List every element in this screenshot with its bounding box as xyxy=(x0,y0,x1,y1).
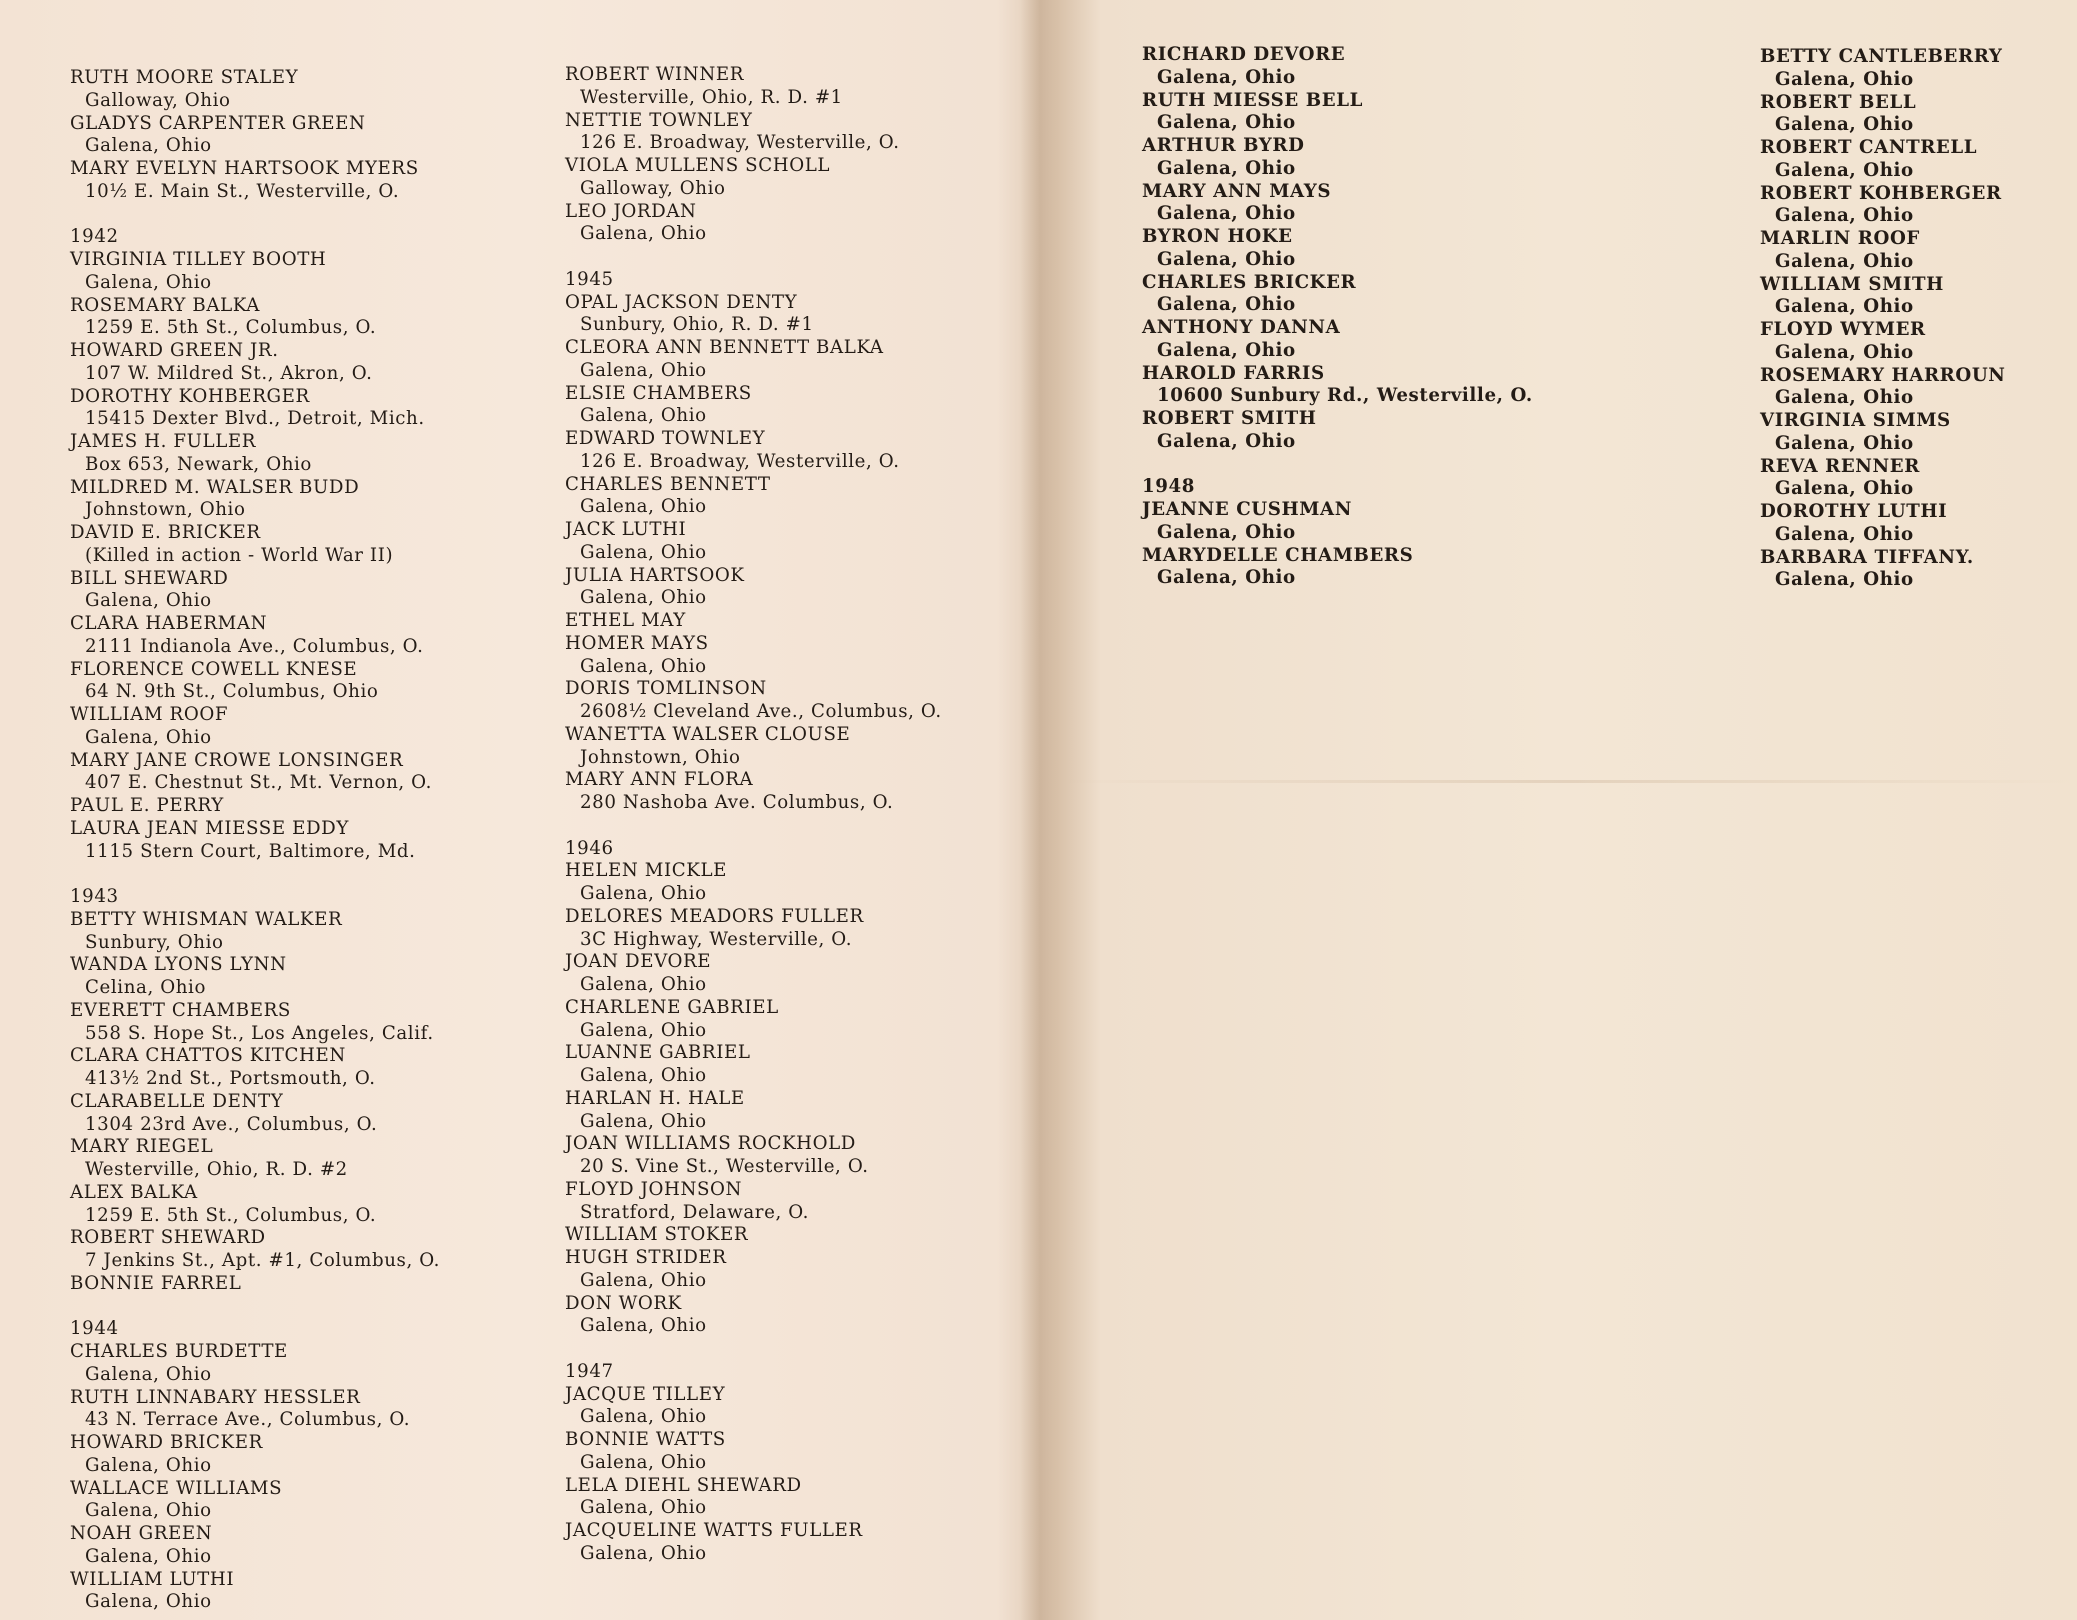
alumni-address: Galena, Ohio xyxy=(580,1269,707,1291)
alumni-name: EVERETT CHAMBERS xyxy=(70,999,291,1021)
alumni-name: VIRGINIA SIMMS xyxy=(1760,410,1951,431)
alumni-name: CHARLES BURDETTE xyxy=(70,1341,288,1362)
alumni-name: RUTH LINNABARY HESSLER xyxy=(70,1386,361,1408)
alumni-address: 20 S. Vine St., Westerville, O. xyxy=(580,1156,869,1177)
alumni-name: MARY RIEGEL xyxy=(70,1136,214,1158)
class-year-heading: 1946 xyxy=(565,837,614,859)
alumni-entry xyxy=(1760,228,2077,274)
alumni-address: 413½ 2nd St., Portsmouth, O. xyxy=(85,1068,376,1089)
alumni-entry xyxy=(70,750,510,796)
alumni-entry xyxy=(1142,545,1582,591)
alumni-name: FLORENCE COWELL KNESE xyxy=(70,658,358,680)
alumni-address: 2608½ Cleveland Ave., Columbus, O. xyxy=(580,701,942,722)
alumni-entry xyxy=(565,906,1005,952)
alumni-entry xyxy=(70,795,510,818)
alumni-address: Galena, Ohio xyxy=(580,1542,707,1564)
alumni-address: Galena, Ohio xyxy=(1775,296,1914,318)
alumni-entry xyxy=(565,678,1005,724)
alumni-name: CLEORA ANN BENNETT BALKA xyxy=(565,337,884,358)
paper-fold xyxy=(1060,780,2077,783)
alumni-entry xyxy=(70,386,510,432)
alumni-address: Galena, Ohio xyxy=(1157,248,1296,270)
alumni-address: Galena, Ohio xyxy=(85,590,212,612)
alumni-entry xyxy=(565,951,1005,997)
alumni-name: JULIA HARTSOOK xyxy=(565,564,745,586)
alumni-name: ELSIE CHAMBERS xyxy=(565,382,752,404)
class-year-heading: 1948 xyxy=(1142,476,1196,498)
alumni-address: Galena, Ohio xyxy=(1775,250,1914,272)
alumni-name: JAMES H. FULLER xyxy=(70,431,257,452)
alumni-name: LEO JORDAN xyxy=(565,200,697,222)
alumni-name: JEANNE CUSHMAN xyxy=(1142,499,1352,520)
alumni-name: DORIS TOMLINSON xyxy=(565,678,767,700)
alumni-entry xyxy=(70,1341,510,1387)
alumni-name: OPAL JACKSON DENTY xyxy=(565,291,798,313)
alumni-address: Galena, Ohio xyxy=(1157,294,1296,316)
alumni-name: CLARA HABERMAN xyxy=(70,613,268,634)
alumni-address: 2111 Indianola Ave., Columbus, O. xyxy=(85,635,424,657)
class-year-heading: 1947 xyxy=(565,1360,614,1382)
alumni-name: BYRON HOKE xyxy=(1142,226,1293,247)
alumni-entry xyxy=(70,1432,510,1478)
alumni-entry xyxy=(565,428,1005,474)
alumni-name: RUTH MIESSE BELL xyxy=(1142,89,1364,111)
alumni-address: Galena, Ohio xyxy=(1775,114,1914,136)
alumni-entry xyxy=(70,158,510,204)
alumni-name: WANDA LYONS LYNN xyxy=(70,954,287,976)
alumni-entry xyxy=(70,568,510,614)
alumni-name: HARLAN H. HALE xyxy=(565,1087,745,1109)
alumni-entry xyxy=(70,1273,510,1296)
alumni-entry xyxy=(565,519,1005,565)
alumni-address: 15415 Dexter Blvd., Detroit, Mich. xyxy=(85,408,425,430)
alumni-address: Galena, Ohio xyxy=(580,1065,707,1086)
alumni-name: JACQUE TILLEY xyxy=(565,1383,726,1405)
alumni-entry xyxy=(565,64,1005,110)
alumni-name: DOROTHY LUTHI xyxy=(1760,501,1948,522)
alumni-address: (Killed in action - World War II) xyxy=(85,544,394,566)
alumni-entry xyxy=(1142,499,1582,545)
alumni-name: RICHARD DEVORE xyxy=(1142,44,1346,65)
alumni-address: Galena, Ohio xyxy=(580,1315,707,1337)
alumni-entry xyxy=(1760,410,2077,456)
alumni-address: Galena, Ohio xyxy=(1157,66,1296,88)
alumni-name: PAUL E. PERRY xyxy=(70,795,224,816)
alumni-name: MARY ANN MAYS xyxy=(1142,180,1332,202)
alumni-entry xyxy=(1760,92,2077,138)
alumni-entry xyxy=(70,522,510,568)
alumni-address: 1259 E. 5th St., Columbus, O. xyxy=(85,317,377,339)
alumni-entry xyxy=(1760,137,2077,183)
alumni-entry xyxy=(70,818,510,864)
alumni-address: Galena, Ohio xyxy=(85,135,212,157)
alumni-address: Galena, Ohio xyxy=(580,974,707,995)
alumni-entry xyxy=(565,1520,1005,1566)
alumni-name: ETHEL MAY xyxy=(565,610,686,631)
alumni-name: HELEN MICKLE xyxy=(565,860,728,882)
alumni-name: DOROTHY KOHBERGER xyxy=(70,385,310,407)
alumni-address: Galena, Ohio xyxy=(1157,339,1296,361)
left-page-column-1 xyxy=(70,67,510,1614)
alumni-address: Galena, Ohio xyxy=(1775,432,1914,454)
alumni-name: ARTHUR BYRD xyxy=(1142,135,1305,156)
alumni-address: Sunbury, Ohio, R. D. #1 xyxy=(580,314,814,336)
alumni-name: DAVID E. BRICKER xyxy=(70,522,261,543)
alumni-entry xyxy=(565,292,1005,338)
alumni-entry xyxy=(1142,90,1582,136)
alumni-address: Galena, Ohio xyxy=(580,496,707,518)
alumni-name: EDWARD TOWNLEY xyxy=(565,428,766,449)
alumni-name: JOAN WILLIAMS ROCKHOLD xyxy=(565,1133,856,1155)
alumni-address: 407 E. Chestnut St., Mt. Vernon, O. xyxy=(85,772,432,794)
alumni-name: BETTY WHISMAN WALKER xyxy=(70,908,343,930)
alumni-name: ROSEMARY HARROUN xyxy=(1760,364,2006,386)
alumni-name: DON WORK xyxy=(565,1292,682,1314)
alumni-address: Galena, Ohio xyxy=(1157,157,1296,179)
alumni-entry xyxy=(565,769,1005,815)
alumni-name: BARBARA TIFFANY. xyxy=(1760,546,1974,568)
alumni-address: Galena, Ohio xyxy=(580,1451,707,1473)
alumni-entry xyxy=(565,1293,1005,1339)
alumni-entry xyxy=(1760,46,2077,92)
alumni-name: CHARLES BRICKER xyxy=(1142,271,1357,293)
alumni-address: Galena, Ohio xyxy=(85,1591,212,1613)
alumni-name: BETTY CANTLEBERRY xyxy=(1760,46,2003,67)
alumni-name: CHARLES BENNETT xyxy=(565,473,771,495)
alumni-address: Galena, Ohio xyxy=(85,271,212,293)
alumni-address: 558 S. Hope St., Los Angeles, Calif. xyxy=(85,1022,434,1044)
alumni-entry xyxy=(70,67,510,113)
alumni-name: WILLIAM ROOF xyxy=(70,704,229,725)
alumni-name: HOMER MAYS xyxy=(565,632,709,654)
alumni-name: MARYDELLE CHAMBERS xyxy=(1142,544,1414,566)
alumni-entry xyxy=(70,1478,510,1524)
alumni-name: WALLACE WILLIAMS xyxy=(70,1477,283,1499)
alumni-address: Galena, Ohio xyxy=(1775,159,1914,181)
alumni-entry xyxy=(1760,183,2077,229)
alumni-address: Galena, Ohio xyxy=(580,1406,707,1428)
alumni-name: WILLIAM LUTHI xyxy=(70,1568,235,1590)
alumni-entry xyxy=(70,659,510,705)
alumni-name: LAURA JEAN MIESSE EDDY xyxy=(70,817,349,839)
alumni-name: WILLIAM SMITH xyxy=(1760,273,1944,295)
alumni-name: MARY EVELYN HARTSOOK MYERS xyxy=(70,158,419,179)
alumni-address: Galena, Ohio xyxy=(1775,387,1914,409)
alumni-entry xyxy=(1760,274,2077,320)
alumni-entry xyxy=(70,1523,510,1569)
alumni-address: Galena, Ohio xyxy=(580,1110,707,1132)
alumni-address: Galena, Ohio xyxy=(580,1497,707,1519)
alumni-entry xyxy=(70,704,510,750)
alumni-name: ROSEMARY BALKA xyxy=(70,294,260,316)
alumni-address: 10½ E. Main St., Westerville, O. xyxy=(85,180,400,202)
alumni-address: 3C Highway, Westerville, O. xyxy=(580,928,853,950)
alumni-name: HUGH STRIDER xyxy=(565,1247,727,1268)
alumni-name: HOWARD BRICKER xyxy=(70,1432,263,1453)
alumni-entry xyxy=(70,295,510,341)
alumni-entry xyxy=(1760,547,2077,593)
alumni-address: Galloway, Ohio xyxy=(85,89,231,111)
alumni-name: ANTHONY DANNA xyxy=(1142,317,1341,338)
page-gutter xyxy=(1020,0,1060,1620)
alumni-entry xyxy=(70,1227,510,1273)
alumni-address: Galena, Ohio xyxy=(580,1019,707,1041)
alumni-entry xyxy=(70,1182,510,1228)
alumni-entry xyxy=(1760,456,2077,502)
alumni-entry xyxy=(1142,44,1582,90)
alumni-name: ROBERT WINNER xyxy=(565,64,745,85)
alumni-entry xyxy=(70,431,510,477)
alumni-address: Galena, Ohio xyxy=(85,1545,212,1567)
alumni-name: BILL SHEWARD xyxy=(70,567,229,589)
alumni-address: 64 N. 9th St., Columbus, Ohio xyxy=(85,681,379,703)
alumni-name: HAROLD FARRIS xyxy=(1142,362,1325,384)
alumni-address: 1259 E. 5th St., Columbus, O. xyxy=(85,1204,377,1226)
alumni-name: JACQUELINE WATTS FULLER xyxy=(565,1520,863,1541)
alumni-entry xyxy=(1760,319,2077,365)
alumni-entry xyxy=(1142,363,1582,409)
alumni-entry xyxy=(565,383,1005,429)
alumni-name: REVA RENNER xyxy=(1760,455,1920,477)
alumni-address: Galena, Ohio xyxy=(580,883,707,904)
alumni-name: GLADYS CARPENTER GREEN xyxy=(70,112,366,134)
alumni-address: Galloway, Ohio xyxy=(580,177,726,199)
alumni-name: MARY ANN FLORA xyxy=(565,769,754,791)
alumni-name: HOWARD GREEN JR. xyxy=(70,340,279,361)
alumni-address: Galena, Ohio xyxy=(1157,430,1296,452)
alumni-entry xyxy=(565,474,1005,520)
left-page-column-2 xyxy=(565,64,1005,1566)
alumni-name: NETTIE TOWNLEY xyxy=(565,109,753,131)
alumni-name: ROBERT KOHBERGER xyxy=(1760,182,2002,204)
alumni-name: LUANNE GABRIEL xyxy=(565,1042,751,1064)
alumni-name: FLOYD WYMER xyxy=(1760,319,1926,340)
alumni-address: Johnstown, Ohio xyxy=(580,746,741,768)
alumni-entry xyxy=(565,1088,1005,1134)
alumni-entry xyxy=(70,340,510,386)
alumni-entry xyxy=(565,1247,1005,1293)
alumni-name: LELA DIEHL SHEWARD xyxy=(565,1474,802,1496)
alumni-address: Galena, Ohio xyxy=(580,655,707,677)
alumni-address: 1304 23rd Ave., Columbus, O. xyxy=(85,1113,378,1135)
alumni-entry xyxy=(565,997,1005,1043)
alumni-entry xyxy=(70,1091,510,1137)
alumni-entry xyxy=(565,201,1005,247)
alumni-entry xyxy=(565,1042,1005,1088)
alumni-name: FLOYD JOHNSON xyxy=(565,1178,743,1200)
alumni-address: Galena, Ohio xyxy=(1775,341,1914,363)
alumni-entry xyxy=(565,1179,1005,1225)
alumni-entry xyxy=(70,1136,510,1182)
alumni-name: MARLIN ROOF xyxy=(1760,228,1920,249)
right-page-column-2 xyxy=(1760,46,2077,592)
alumni-address: Galena, Ohio xyxy=(580,359,707,381)
alumni-address: Box 653, Newark, Ohio xyxy=(85,453,312,475)
alumni-name: WANETTA WALSER CLOUSE xyxy=(565,723,851,745)
alumni-name: CLARA CHATTOS KITCHEN xyxy=(70,1045,346,1067)
alumni-address: Galena, Ohio xyxy=(1775,205,1914,227)
alumni-address: Westerville, Ohio, R. D. #2 xyxy=(85,1159,348,1180)
alumni-name: DELORES MEADORS FULLER xyxy=(565,905,864,927)
alumni-name: CLARABELLE DENTY xyxy=(70,1090,284,1112)
alumni-address: 107 W. Mildred St., Akron, O. xyxy=(85,362,373,384)
alumni-address: Galena, Ohio xyxy=(580,587,707,609)
alumni-name: ROBERT SHEWARD xyxy=(70,1227,266,1249)
alumni-address: Galena, Ohio xyxy=(1157,567,1296,589)
alumni-entry xyxy=(70,249,510,295)
alumni-address: Galena, Ohio xyxy=(1775,523,1914,545)
alumni-address: Galena, Ohio xyxy=(85,726,212,748)
alumni-address: Galena, Ohio xyxy=(1157,521,1296,543)
alumni-entry xyxy=(565,110,1005,156)
alumni-name: BONNIE WATTS xyxy=(565,1429,726,1450)
alumni-address: 43 N. Terrace Ave., Columbus, O. xyxy=(85,1409,411,1431)
alumni-entry xyxy=(1142,317,1582,363)
alumni-address: 1115 Stern Court, Baltimore, Md. xyxy=(85,840,416,862)
alumni-name: ROBERT BELL xyxy=(1760,91,1917,113)
alumni-entry xyxy=(565,565,1005,611)
alumni-entry xyxy=(1760,501,2077,547)
alumni-address: Galena, Ohio xyxy=(1157,112,1296,134)
alumni-entry xyxy=(70,113,510,159)
alumni-name: JOAN DEVORE xyxy=(565,951,712,973)
alumni-name: BONNIE FARREL xyxy=(70,1272,242,1294)
alumni-name: MILDRED M. WALSER BUDD xyxy=(70,476,360,498)
alumni-name: RUTH MOORE STALEY xyxy=(70,67,299,88)
alumni-entry xyxy=(70,613,510,659)
alumni-entry xyxy=(565,610,1005,633)
alumni-address: Galena, Ohio xyxy=(1775,569,1914,591)
right-page-column-1 xyxy=(1142,44,1582,590)
alumni-name: WILLIAM STOKER xyxy=(565,1224,749,1246)
alumni-entry xyxy=(565,1224,1005,1247)
alumni-entry xyxy=(565,633,1005,679)
alumni-address: 10600 Sunbury Rd., Westerville, O. xyxy=(1157,385,1533,407)
alumni-address: Galena, Ohio xyxy=(580,223,707,245)
alumni-entry xyxy=(1142,272,1582,318)
alumni-address: Johnstown, Ohio xyxy=(85,499,246,521)
alumni-name: MARY JANE CROWE LONSINGER xyxy=(70,749,404,771)
alumni-entry xyxy=(70,1387,510,1433)
alumni-entry xyxy=(565,1475,1005,1521)
alumni-name: CHARLENE GABRIEL xyxy=(565,996,779,1018)
class-year-heading: 1944 xyxy=(70,1318,119,1340)
alumni-name: VIOLA MULLENS SCHOLL xyxy=(565,155,831,176)
class-year-heading: 1942 xyxy=(70,226,119,248)
alumni-address: Galena, Ohio xyxy=(580,541,707,563)
alumni-entry xyxy=(565,337,1005,383)
alumni-name: NOAH GREEN xyxy=(70,1523,213,1544)
alumni-address: Galena, Ohio xyxy=(580,405,707,427)
alumni-entry xyxy=(1142,181,1582,227)
alumni-entry xyxy=(565,1429,1005,1475)
class-year-heading: 1943 xyxy=(70,886,119,907)
alumni-address: 126 E. Broadway, Westerville, O. xyxy=(580,450,900,472)
alumni-address: Galena, Ohio xyxy=(85,1363,212,1385)
alumni-entry xyxy=(70,909,510,955)
alumni-name: ROBERT SMITH xyxy=(1142,408,1317,429)
alumni-name: ROBERT CANTRELL xyxy=(1760,137,1978,158)
alumni-address: Galena, Ohio xyxy=(85,1454,212,1476)
alumni-address: 280 Nashoba Ave. Columbus, O. xyxy=(580,792,894,813)
alumni-entry xyxy=(70,1569,510,1615)
alumni-address: 7 Jenkins St., Apt. #1, Columbus, O. xyxy=(85,1250,441,1271)
alumni-entry xyxy=(1142,226,1582,272)
alumni-address: Galena, Ohio xyxy=(1775,68,1914,90)
alumni-entry xyxy=(565,155,1005,201)
alumni-address: Celina, Ohio xyxy=(85,977,207,998)
alumni-address: Galena, Ohio xyxy=(85,1500,212,1522)
alumni-address: Sunbury, Ohio xyxy=(85,931,224,953)
class-year-heading: 1945 xyxy=(565,268,614,290)
alumni-name: ALEX BALKA xyxy=(70,1181,198,1203)
alumni-entry xyxy=(565,1384,1005,1430)
alumni-entry xyxy=(565,860,1005,906)
alumni-address: 126 E. Broadway, Westerville, O. xyxy=(580,132,900,154)
alumni-name: VIRGINIA TILLEY BOOTH xyxy=(70,249,327,270)
alumni-entry xyxy=(70,954,510,1000)
alumni-entry xyxy=(565,724,1005,770)
alumni-address: Stratford, Delaware, O. xyxy=(580,1201,810,1223)
alumni-address: Westerville, Ohio, R. D. #1 xyxy=(580,86,843,108)
alumni-entry xyxy=(1142,135,1582,181)
alumni-entry xyxy=(565,1133,1005,1179)
alumni-address: Galena, Ohio xyxy=(1775,478,1914,500)
alumni-name: JACK LUTHI xyxy=(565,519,687,540)
alumni-entry xyxy=(1142,408,1582,454)
alumni-address: Galena, Ohio xyxy=(1157,203,1296,225)
alumni-entry xyxy=(70,1000,510,1046)
alumni-entry xyxy=(1760,365,2077,411)
alumni-entry xyxy=(70,1045,510,1091)
alumni-entry xyxy=(70,477,510,523)
